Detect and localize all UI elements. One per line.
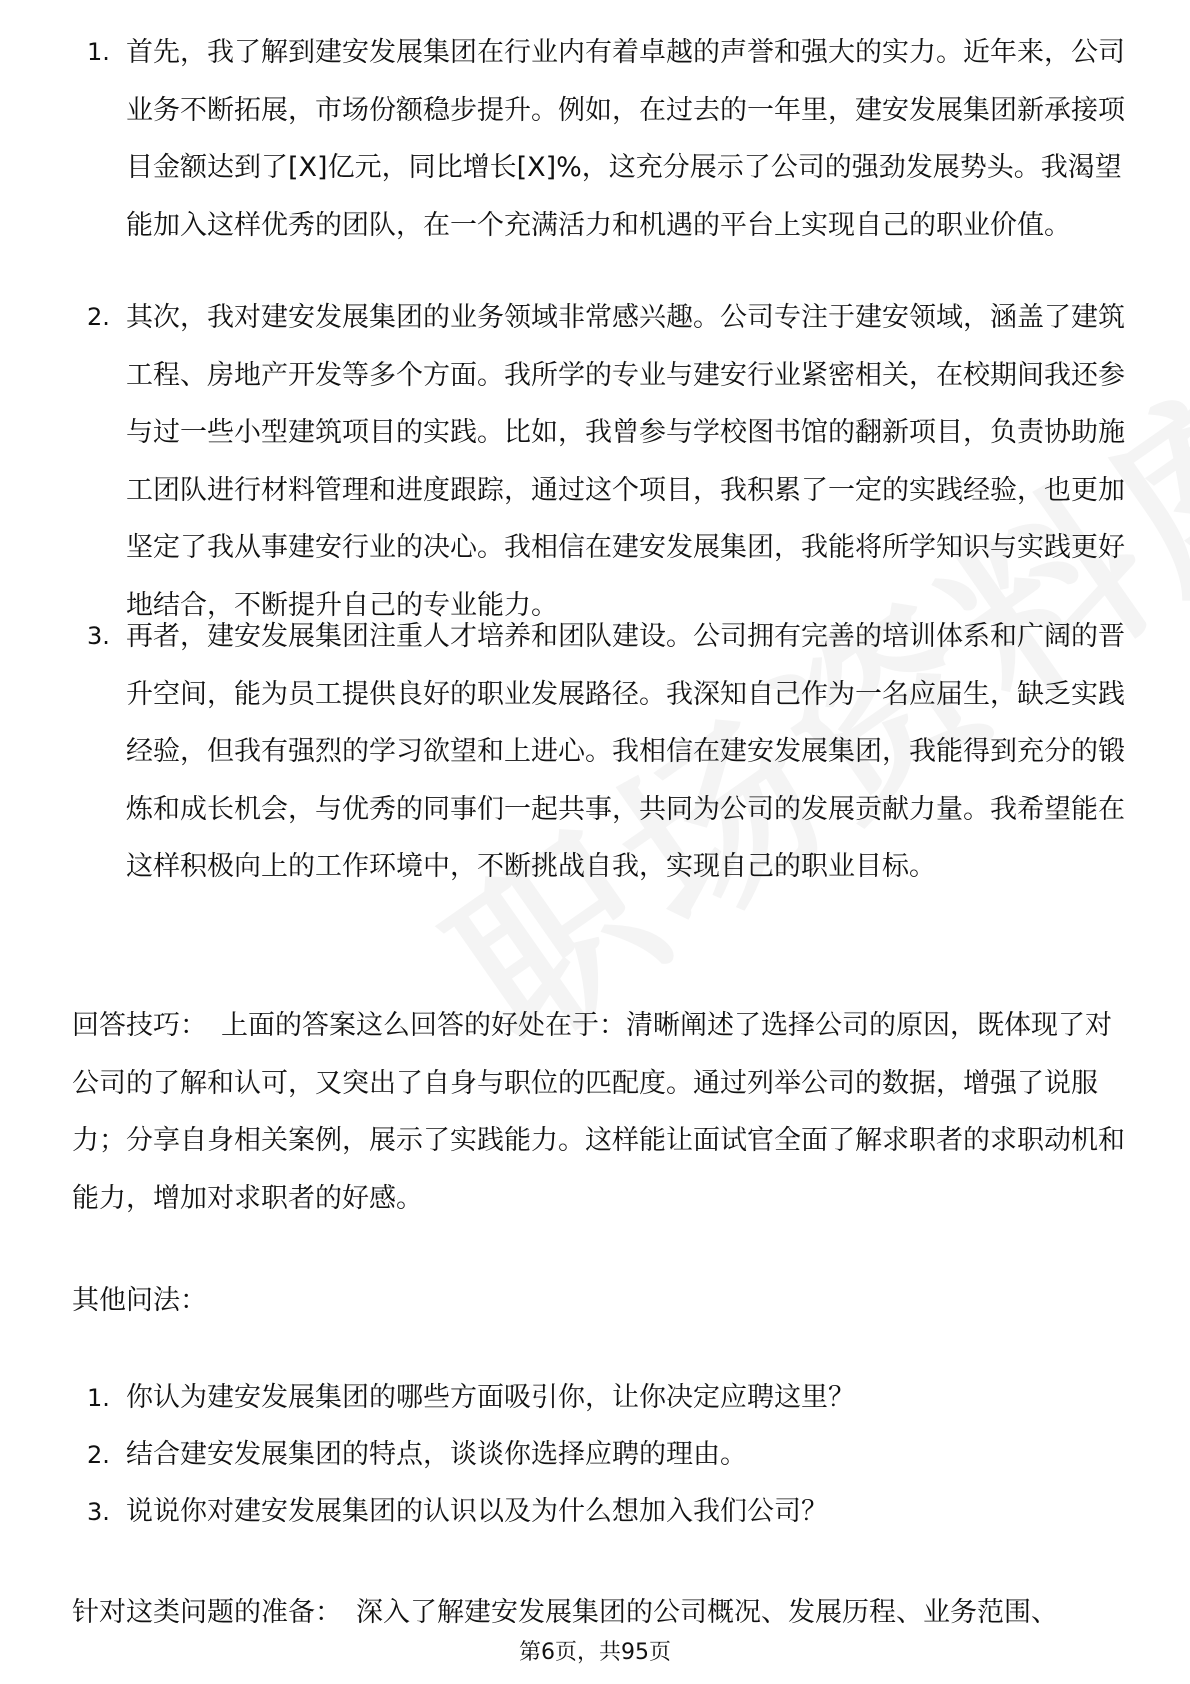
preparation-paragraph [72, 1584, 1127, 1642]
answer-tips-label: 回答技巧： [72, 1010, 207, 1041]
list-item-number: 3. [87, 1498, 110, 1526]
list-item-number: 2. [87, 1441, 110, 1469]
list-item-number: 1. [87, 1384, 110, 1412]
list-item-text: 结合建安发展集团的特点，谈谈你选择应聘的理由。 [126, 1439, 747, 1470]
preparation-label: 针对这类问题的准备： [72, 1597, 342, 1628]
answer-tips [72, 997, 1127, 1227]
other-questions-heading: 其他问法： [72, 1285, 207, 1316]
list-item-number: 1. [87, 38, 110, 66]
list-item-text: 其次，我对建安发展集团的业务领域非常感兴趣。公司专注于建安领域，涵盖了建筑工程、房地产开发等多个方面。我所学的专业与建安行业紧密相关，在校期间我还参与过一些小型建筑项目的实践。比如，我曾参与学校图书馆的翻新项目，负责协助施工团队进行材料管理和进度跟踪，通过这个项目，我积累了一定的实践经验，也更加坚定了我从事建安行业的决心。我相信在建安发展集团，我能将所学知识与实践更好地结合，不断提升自己的专业能力。 [126, 302, 1125, 621]
list-item-text: 再者，建安发展集团注重人才培养和团队建设。公司拥有完善的培训体系和广阔的晋升空间，能为员工提供良好的职业发展路径。我深知自己作为一名应届生，缺乏实践经验，但我有强烈的学习欲望和上进心。我相信在建安发展集团，我能得到充分的锻炼和成长机会，与优秀的同事们一起共事，共同为公司的发展贡献力量。我希望能在这样积极向上的工作环境中，不断挑战自我，实现自己的职业目标。 [126, 621, 1125, 882]
preparation-text: 深入了解建安发展集团的公司概况、发展历程、业务范围、 [356, 1597, 1058, 1628]
answer-tips-text: 上面的答案这么回答的好处在于：清晰阐述了选择公司的原因，既体现了对公司的了解和认可，又突出了自身与职位的匹配度。通过列举公司的数据，增强了说服力；分享自身相关案例，展示了实践能力。这样能让面试官全面了解求职者的求职动机和能力，增加对求职者的好感。 [72, 1010, 1125, 1214]
list-item-text: 说说你对建安发展集团的认识以及为什么想加入我们公司？ [126, 1496, 828, 1527]
page-number: 第6页，共95页 [519, 1640, 671, 1665]
list-item-text: 首先，我了解到建安发展集团在行业内有着卓越的声誉和强大的实力。近年来，公司业务不断拓展，市场份额稳步提升。例如，在过去的一年里，建安发展集团新承接项目金额达到了[X]亿元，同比增长[X]%，这充分展示了公司的强劲发展势头。我渴望能加入这样优秀的团队，在一个充满活力和机遇的平台上实现自己的职业价值。 [126, 37, 1125, 241]
list-item-number: 3. [87, 622, 110, 650]
list-item-text: 你认为建安发展集团的哪些方面吸引你，让你决定应聘这里？ [126, 1382, 855, 1413]
list-item-number: 2. [87, 303, 110, 331]
